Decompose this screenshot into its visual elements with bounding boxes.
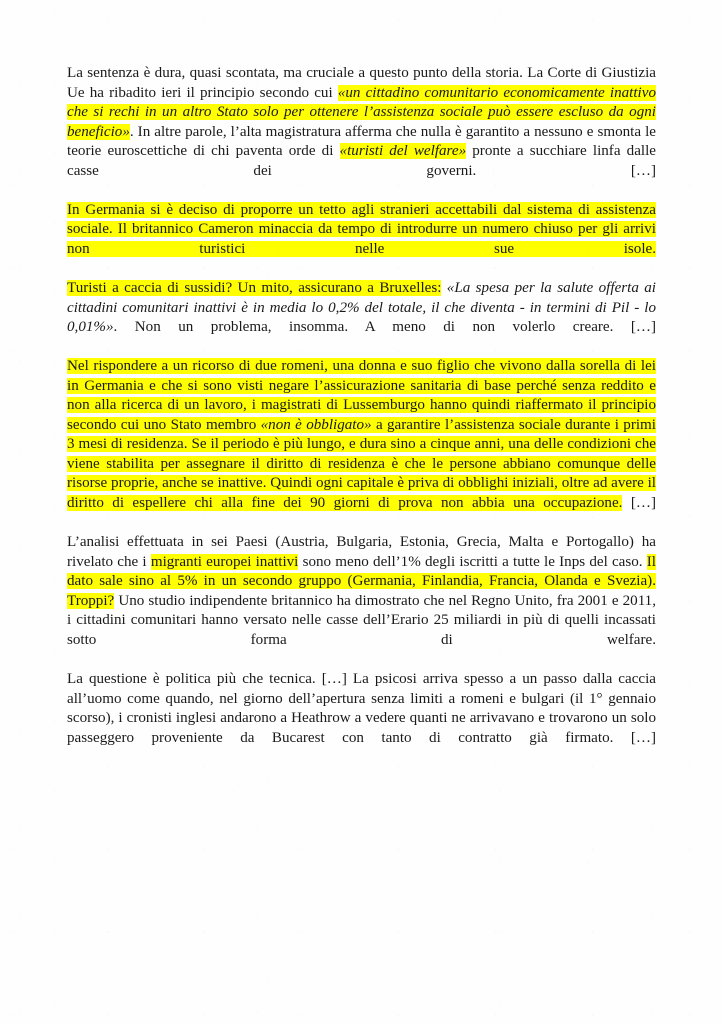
paragraph — [67, 279, 656, 357]
paragraph — [67, 670, 656, 768]
highlighted-text: Turisti a caccia di sussidi? Un mito, assicurano a Bruxelles: — [67, 280, 442, 297]
body-text: La sentenza è dura, quasi scontata, ma cruciale a questo punto della storia. La Corte di Giustizia Ue ha ribadito ieri il principio secondo cui — [67, 65, 656, 101]
paragraph — [67, 64, 656, 201]
highlighted-text: a garantire l’assistenza sociale durante i primi 3 mesi di residenza. Se il periodo è più lungo, e dura sino a cinque anni, una delle condizioni che viene stabilita per assegnare il diritto di residenza è che le persone abbiano comunque delle risorse proprie, anche se inattive. Quindi ogni capitale è priva di obblighi iniziali, oltre ad avere il diritto di espellere chi alla fine dei 90 giorni di prova non abbia una occupazione. — [67, 416, 656, 512]
highlighted-text: Il dato sale sino al 5% in un secondo gruppo (Germania, Finlandia, Francia, Olanda e Svezia). Troppi? — [67, 553, 656, 609]
article-body — [67, 64, 656, 768]
paragraph — [67, 357, 656, 533]
body-text: Uno studio indipendente britannico ha dimostrato che nel Regno Unito, fra 2001 e 2011, i cittadini comunitari hanno versato nelle casse dell’Erario 25 miliardi in più di quelli incassati sotto forma di welfare. — [67, 592, 656, 648]
highlighted-text: «un cittadino comunitario economicamente inattivo che si rechi in un altro Stato solo per ottenere l’assistenza sociale può essere escluso da ogni beneficio» — [67, 84, 656, 140]
body-text: pronte a succhiare linfa dalle casse dei governi. […] — [67, 143, 656, 179]
highlighted-text: In Germania si è deciso di proporre un tetto agli stranieri accettabili dal sistema di assistenza sociale. Il britannico Cameron minaccia da tempo di introdurre un numero chiuso per gli arrivi non turistici nelle sue isole. — [67, 201, 656, 257]
body-text: . Non un problema, insomma. A meno di non volerlo creare. […] — [113, 319, 656, 336]
paragraph — [67, 533, 656, 670]
body-text: sono meno dell’1% degli iscritti a tutte le Inps del caso. — [298, 553, 647, 570]
body-text: […] — [622, 495, 656, 512]
body-text: L’analisi effettuata in sei Paesi (Austria, Bulgaria, Estonia, Grecia, Malta e Portogallo) ha rivelato che i — [67, 534, 656, 570]
body-text: «La spesa per la salute offerta ai cittadini comunitari inattivi è in media lo 0,2% del totale, il che diventa - in termini di Pil - lo 0,01%» — [67, 280, 657, 336]
paragraph — [67, 201, 656, 279]
highlighted-text: migranti europei inattivi — [150, 553, 299, 570]
body-text: La questione è politica più che tecnica. […] La psicosi arriva spesso a un passo dalla caccia all’uomo come quando, nel giorno dell’apertura senza limiti a romeni e bulgari (il 1° gennaio scorso), i cronisti inglesi andarono a Heathrow a vedere quanti ne arrivavano e trovarono un solo passeggero proveniente da Bucarest con tanto di contratto già firmato. […] — [67, 670, 656, 746]
highlighted-text: «turisti del welfare» — [339, 143, 467, 160]
body-text: . In altre parole, l’alta magistratura afferma che nulla è garantito a nessuno e smonta le teorie euroscettiche di chi paventa orde di — [67, 123, 656, 160]
highlighted-text: Nel rispondere a un ricorso di due romeni, una donna e suo figlio che vivono dalla sorella di lei in Germania e che si sono visti negare l’assicurazione sanitaria di base perché senza reddito e non alla ricerca di un lavoro, i magistrati di Lussemburgo hanno quindi riaffermato il principio secondo cui uno Stato membro — [67, 358, 656, 433]
highlighted-text: «non è obbligato» — [260, 416, 372, 433]
